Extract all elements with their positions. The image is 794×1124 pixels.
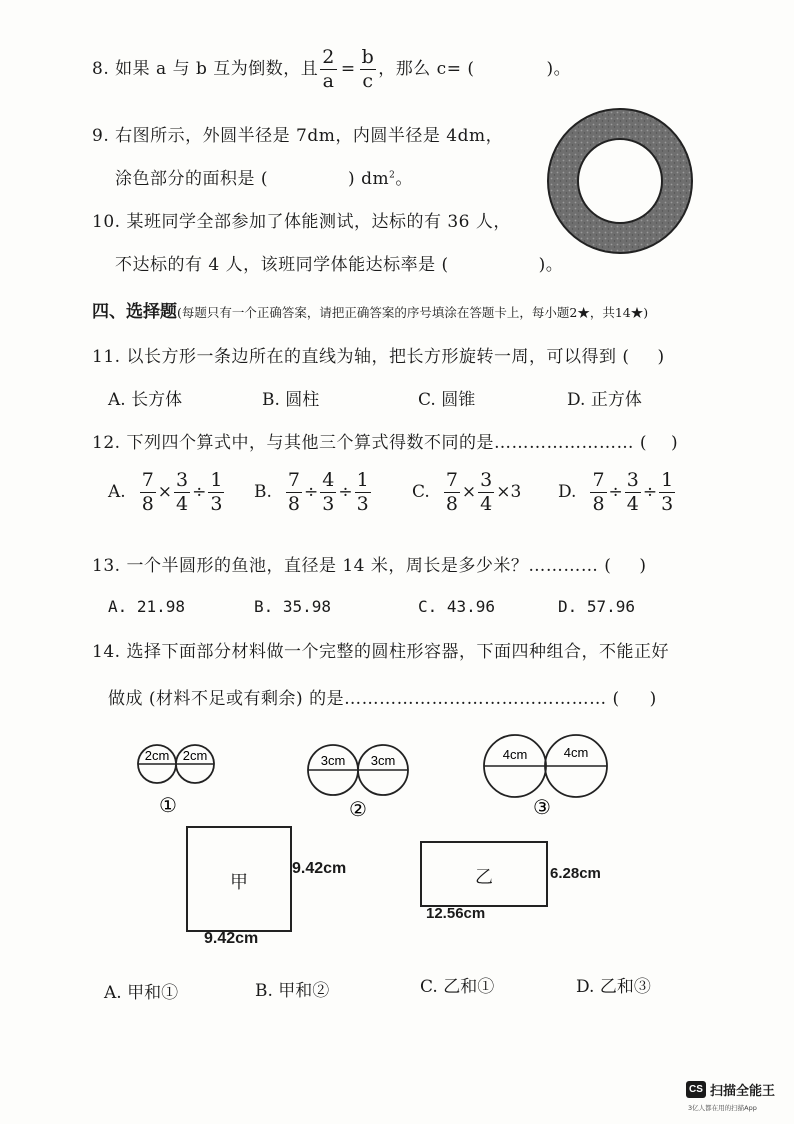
question-9-line1: 9. 右图所示，外圆半径是 7dm，内圆半径是 4dm， bbox=[92, 126, 504, 146]
circle-1-number: ① bbox=[159, 793, 177, 817]
question-8: 8. 如果 a 与 b 互为倒数，且 $\frac{2}{a}$ = $\frac{b}{c}$ ，那么 c= ( )。 bbox=[92, 46, 572, 92]
fraction: $\frac{4}{3}$ bbox=[322, 469, 335, 515]
watermark-tagline: 3亿人都在用的扫描App bbox=[688, 1104, 757, 1112]
fraction: $\frac{7}{8}$ bbox=[287, 469, 300, 515]
fraction: $\frac{1}{3}$ bbox=[356, 469, 369, 515]
fraction: $\frac{2}{a}$ bbox=[322, 46, 335, 92]
fraction: $\frac{3}{4}$ bbox=[480, 469, 493, 515]
q12-option-b[interactable]: B. $\frac{7}{8}$ ÷ $\frac{4}{3}$ ÷ $\frac{1}{3}$ bbox=[254, 469, 369, 515]
q11-option-d[interactable]: D. 正方体 bbox=[567, 390, 642, 410]
rect-jia-label: 甲 bbox=[230, 872, 248, 893]
fraction: $\frac{7}{8}$ bbox=[141, 469, 154, 515]
watermark-brand: 扫描全能王 bbox=[710, 1084, 776, 1099]
fraction: $\frac{1}{3}$ bbox=[210, 469, 223, 515]
question-10-line1: 10. 某班同学全部参加了体能测试，达标的有 36 人， bbox=[92, 212, 511, 232]
question-12: 12. 下列四个算式中，与其他三个算式得数不同的是…………………… ( ) bbox=[92, 433, 679, 453]
rect-jia-bottom: 9.42cm bbox=[204, 930, 259, 947]
q11-option-a[interactable]: A. 长方体 bbox=[108, 390, 183, 410]
q13-option-d[interactable]: D. 57.96 bbox=[558, 597, 636, 616]
question-14-line1: 14. 选择下面部分材料做一个完整的圆柱形容器，下面四种组合，不能正好 bbox=[92, 642, 669, 662]
q12-option-a[interactable]: A. $\frac{7}{8}$ × $\frac{3}{4}$ ÷ $\frac{1}{3}$ bbox=[108, 469, 223, 515]
circle-pair-2 bbox=[308, 745, 408, 821]
q12-option-c[interactable]: C. $\frac{7}{8}$ × $\frac{3}{4}$ ×3 bbox=[412, 469, 522, 515]
circle-2-label-left: 3cm bbox=[320, 753, 346, 768]
q14-option-c[interactable]: C. 乙和① bbox=[420, 977, 495, 997]
q12-option-d[interactable]: D. $\frac{7}{8}$ ÷ $\frac{3}{4}$ ÷ $\frac{1}{3}$ bbox=[558, 469, 674, 515]
q11-option-b[interactable]: B. 圆柱 bbox=[262, 390, 320, 410]
circle-3-label-left: 4cm bbox=[502, 747, 528, 762]
rect-jia-side: 9.42cm bbox=[292, 860, 347, 877]
circle-pair-3 bbox=[484, 735, 607, 819]
q8-text: 8. 如果 a 与 b 互为倒数，且 bbox=[92, 59, 319, 79]
fraction: $\frac{b}{c}$ bbox=[361, 46, 375, 92]
fraction: $\frac{3}{4}$ bbox=[176, 469, 189, 515]
fraction: $\frac{3}{4}$ bbox=[626, 469, 639, 515]
rect-yi-bottom: 12.56cm bbox=[426, 905, 486, 922]
question-13: 13. 一个半圆形的鱼池，直径是 14 米，周长是多少米？………… ( ) bbox=[92, 556, 647, 576]
circle-2-label-right: 3cm bbox=[370, 753, 396, 768]
fraction: $\frac{7}{8}$ bbox=[445, 469, 458, 515]
rect-yi-side: 6.28cm bbox=[550, 865, 601, 882]
q13-option-b[interactable]: B. 35.98 bbox=[254, 597, 332, 616]
q13-option-c[interactable]: C. 43.96 bbox=[418, 597, 496, 616]
circle-3-label-right: 4cm bbox=[563, 745, 589, 760]
circle-2-number: ② bbox=[349, 797, 367, 821]
q14-option-a[interactable]: A. 甲和① bbox=[104, 983, 179, 1003]
fraction: $\frac{1}{3}$ bbox=[661, 469, 674, 515]
rect-yi-label: 乙 bbox=[475, 867, 493, 888]
rect-yi bbox=[420, 841, 548, 907]
q13-option-a[interactable]: A. 21.98 bbox=[108, 597, 186, 616]
camscanner-logo: CS bbox=[686, 1081, 706, 1098]
circle-materials-figure bbox=[130, 728, 630, 824]
question-9-line2: 涂色部分的面积是 ( ) $dm^2$。 bbox=[115, 169, 413, 189]
circle-1-label-left: 2cm bbox=[144, 748, 170, 763]
q14-option-d[interactable]: D. 乙和③ bbox=[576, 977, 651, 997]
question-14-line2: 做成 (材料不足或有剩余) 的是……………………………………… ( ) bbox=[108, 689, 657, 709]
fraction: $\frac{7}{8}$ bbox=[592, 469, 605, 515]
circle-3-number: ③ bbox=[533, 795, 551, 819]
q14-option-b[interactable]: B. 甲和② bbox=[255, 981, 330, 1001]
question-11: 11. 以长方形一条边所在的直线为轴，把长方形旋转一周，可以得到 ( ) bbox=[92, 347, 665, 367]
circle-pair-1 bbox=[138, 745, 214, 817]
question-10-line2: 不达标的有 4 人，该班同学体能达标率是 ( )。 bbox=[115, 255, 564, 275]
section-4-header: 四、选择题(每题只有一个正确答案，请把正确答案的序号填涂在答题卡上，每小题2★，共14★) bbox=[92, 302, 649, 322]
circle-1-label-right: 2cm bbox=[182, 748, 208, 763]
q11-option-c[interactable]: C. 圆锥 bbox=[418, 390, 476, 410]
inner-circle bbox=[578, 139, 662, 223]
rect-jia bbox=[186, 826, 292, 932]
ring-figure bbox=[544, 105, 696, 257]
